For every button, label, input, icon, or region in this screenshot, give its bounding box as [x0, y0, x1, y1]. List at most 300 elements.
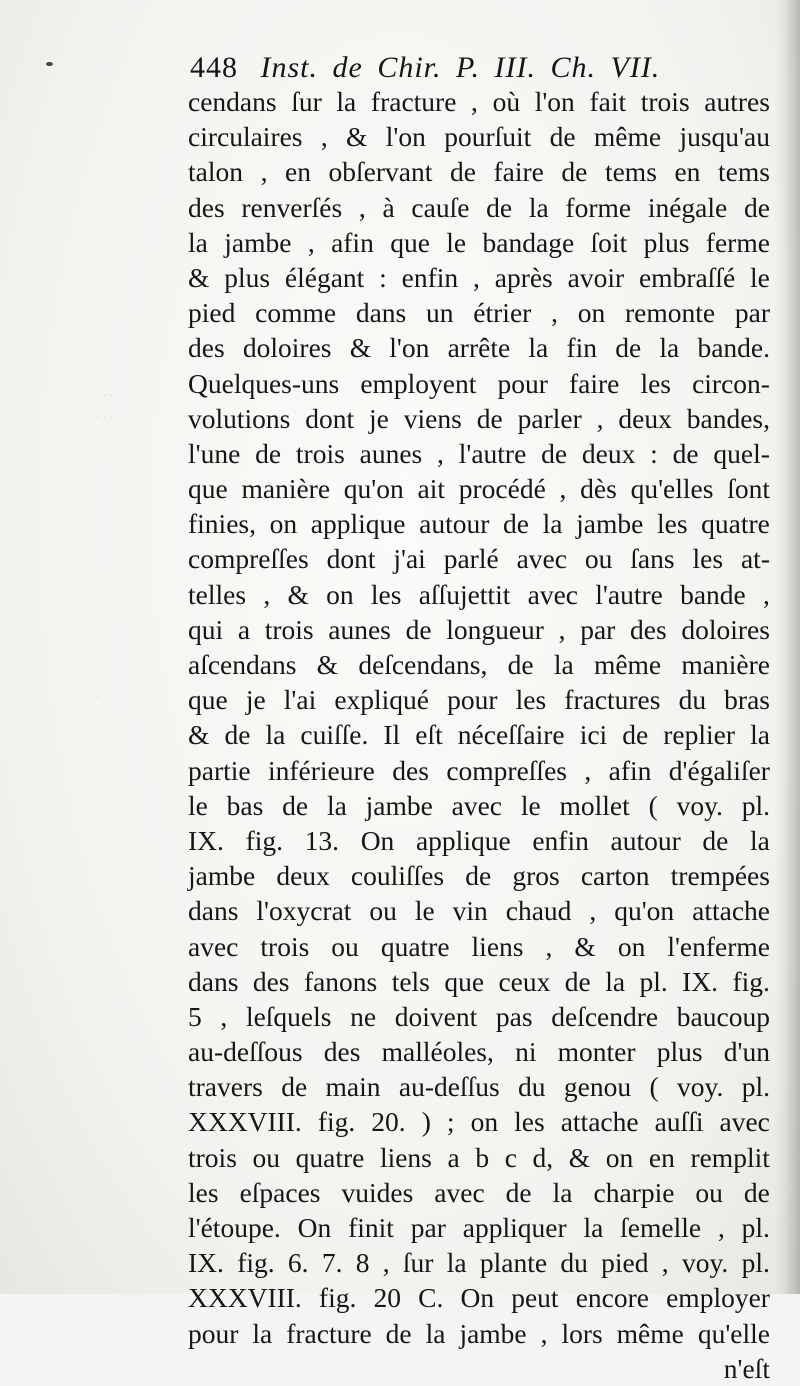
word: fracture	[286, 1317, 372, 1349]
word: des	[252, 965, 290, 997]
text-line	[188, 330, 770, 365]
word: baucoup	[676, 1000, 770, 1032]
word: du	[518, 1071, 546, 1103]
word: embraſſé	[638, 261, 736, 293]
word: au-deſſus	[398, 1071, 500, 1103]
word: la	[605, 965, 626, 997]
word: &	[316, 649, 339, 680]
word: de	[503, 508, 529, 540]
word: remonte	[624, 297, 716, 329]
word: en	[674, 156, 701, 188]
word: travers	[188, 1071, 263, 1103]
word: de	[743, 191, 770, 223]
word: quatre	[701, 508, 770, 540]
word: trois	[260, 930, 310, 962]
word: par	[410, 1212, 446, 1243]
word: pl.	[741, 1071, 770, 1103]
word: procédé	[458, 473, 546, 505]
word: la	[265, 719, 286, 751]
word: 20	[373, 1282, 401, 1314]
text-line	[188, 471, 770, 506]
word: la	[326, 789, 347, 821]
word: malléoles,	[381, 1036, 494, 1068]
word: tels	[391, 965, 430, 997]
word: charpie	[593, 1176, 675, 1208]
word: forme	[565, 191, 632, 223]
word: qu'on	[614, 895, 675, 927]
word: ſont	[727, 473, 770, 505]
word: bas	[226, 789, 264, 821]
word: même	[593, 649, 662, 680]
word: ici	[579, 719, 608, 751]
word: 13.	[304, 824, 340, 856]
word: aſſujettit	[418, 578, 511, 610]
word: en	[285, 156, 311, 188]
word: plante	[479, 1247, 548, 1279]
word: au-deſſous	[188, 1036, 303, 1068]
word: attache	[692, 895, 770, 927]
word: de	[255, 437, 282, 469]
bleed-through-text: · · ·	[96, 388, 114, 402]
running-title-word: Chir.	[377, 51, 442, 84]
word: de	[622, 719, 649, 751]
word: la	[552, 1176, 573, 1208]
word: pour	[497, 367, 548, 399]
word: fig.	[317, 1106, 356, 1138]
word: des	[323, 1036, 361, 1068]
word: dès	[580, 473, 617, 505]
word: 7.	[321, 1247, 343, 1279]
word: avoir	[567, 261, 625, 293]
word: bande	[680, 578, 746, 610]
word: trois	[295, 437, 345, 469]
word: l'on	[385, 121, 426, 153]
word: voy.	[677, 1071, 724, 1103]
word: de	[282, 789, 309, 821]
word: liens	[379, 1141, 432, 1173]
word: pour	[447, 684, 498, 716]
word: expliqué	[334, 684, 430, 716]
word: bande.	[697, 332, 770, 364]
word: auſſi	[654, 1106, 704, 1138]
word: compreſſes	[446, 754, 567, 786]
word: l'autre	[458, 437, 527, 469]
text-line	[188, 1034, 770, 1069]
word: faire	[493, 156, 544, 188]
word: de	[561, 156, 588, 188]
word: des	[392, 754, 429, 786]
word: finies,	[188, 508, 256, 540]
word: &	[346, 121, 368, 153]
word: &	[188, 719, 210, 751]
word: de	[541, 437, 568, 469]
word: même	[616, 1317, 684, 1349]
word: dans	[188, 895, 239, 927]
word: de	[505, 1176, 532, 1208]
word: ſur	[291, 86, 322, 117]
catchword: n'eſt	[723, 1352, 770, 1384]
word: pl.	[741, 789, 770, 821]
word: trois	[640, 86, 690, 117]
word: à	[382, 191, 395, 223]
word: pl.	[741, 1212, 770, 1243]
word: un	[426, 297, 454, 329]
text-line	[188, 436, 770, 471]
word: ,	[763, 578, 770, 610]
word: pied	[188, 297, 236, 329]
word: de	[564, 965, 591, 997]
word: par	[734, 297, 770, 329]
word: lors	[561, 1317, 603, 1349]
word: &	[287, 578, 309, 610]
word: On	[360, 824, 395, 856]
text-line	[188, 717, 770, 752]
word: replier	[663, 719, 736, 751]
word: deux	[618, 402, 672, 434]
word: ,	[551, 297, 558, 329]
word: at-	[740, 543, 770, 575]
word: les	[640, 367, 671, 399]
word: ne	[350, 1000, 377, 1032]
word: ceux	[498, 965, 551, 997]
word: l'une	[188, 437, 241, 469]
word: les	[514, 1106, 545, 1138]
word: pl.	[741, 1247, 770, 1279]
word: ,	[661, 1247, 669, 1279]
text-line	[188, 84, 770, 119]
word: IX.	[188, 1247, 224, 1279]
word: de	[486, 191, 513, 223]
text-line	[188, 999, 770, 1034]
word: fracture	[370, 86, 457, 117]
word: les	[656, 508, 688, 540]
word: plus	[656, 1036, 703, 1068]
word: qui	[188, 613, 224, 645]
word: autour	[419, 508, 490, 540]
word: voy.	[681, 1247, 729, 1279]
word: du	[560, 1247, 588, 1279]
word: genou	[563, 1071, 632, 1103]
word: deſcendre	[551, 1000, 659, 1032]
word: c	[504, 1141, 517, 1173]
word: main	[325, 1071, 381, 1103]
text-line	[188, 893, 770, 928]
word: mollet	[559, 789, 630, 821]
word: d'un	[723, 1036, 770, 1068]
word: fractures	[564, 684, 661, 716]
word: quatre	[380, 930, 450, 962]
word: jambe	[188, 860, 256, 892]
word: dans	[355, 297, 407, 329]
word: je	[369, 402, 389, 434]
text-line	[188, 612, 770, 647]
word: l'autre	[595, 578, 663, 610]
word: étrier	[473, 297, 532, 329]
page-edge-shadow	[774, 0, 800, 1294]
word: (	[649, 1071, 659, 1103]
word: quel-	[713, 437, 770, 469]
word: la	[336, 86, 357, 117]
text-line	[188, 190, 770, 225]
word: enfin	[401, 261, 459, 293]
word: que	[444, 965, 485, 997]
word: la	[252, 1317, 273, 1349]
word: la	[583, 1212, 604, 1243]
word: la	[446, 1247, 467, 1279]
word: élégant	[284, 261, 365, 293]
bleed-through-text: · · ·	[96, 410, 114, 424]
word: deux	[581, 437, 636, 469]
text-line	[188, 154, 770, 189]
word: 8	[355, 1247, 370, 1279]
word: &	[574, 930, 596, 962]
word: deux	[276, 860, 330, 892]
word: gros	[512, 860, 560, 892]
bleed-through-text: ·	[96, 690, 100, 704]
word: pourſuit	[444, 121, 532, 153]
word: aunes	[359, 437, 423, 469]
word: arrête	[447, 332, 511, 364]
word: 5	[188, 1000, 202, 1032]
word: qu'elle	[697, 1317, 770, 1349]
text-line	[188, 1175, 770, 1210]
word: ferme	[705, 226, 770, 258]
text-line	[188, 858, 770, 893]
word: carton	[580, 860, 650, 892]
word: de	[405, 613, 432, 645]
word: l'ai	[283, 684, 317, 716]
word: jambe	[576, 508, 644, 540]
word: que	[188, 684, 228, 716]
word: &	[568, 1141, 591, 1173]
word: couliſſes	[350, 860, 445, 892]
word: le	[414, 895, 435, 927]
word: 6.	[287, 1247, 309, 1279]
word: ,	[320, 121, 328, 153]
word: jambe	[365, 789, 433, 821]
word: avec	[516, 543, 567, 575]
word: je	[245, 684, 266, 716]
page-number: 448	[190, 51, 238, 84]
word: applique	[415, 824, 511, 856]
word: l'on	[389, 332, 430, 364]
word: le	[188, 789, 208, 821]
word: dont	[326, 543, 376, 575]
word: trois	[264, 613, 314, 645]
word: ,	[558, 613, 566, 645]
word: 20.	[371, 1106, 406, 1138]
word: fig.	[318, 1282, 357, 1314]
word: de	[743, 1176, 770, 1208]
word: ,	[382, 1247, 390, 1279]
word: le	[446, 226, 467, 258]
text-line	[188, 366, 770, 401]
word: &	[349, 332, 372, 364]
word: aſcendans	[188, 649, 297, 680]
word: que	[188, 473, 228, 505]
word: ,	[471, 86, 478, 117]
word: ſemelle	[620, 1212, 702, 1243]
word: ,	[358, 191, 366, 223]
word: d,	[532, 1141, 554, 1173]
word: )	[421, 1106, 431, 1138]
word: volutions	[188, 402, 291, 434]
word: des	[188, 332, 225, 364]
text-line	[188, 577, 770, 612]
word: les	[188, 1176, 219, 1208]
word: la	[528, 332, 549, 364]
word: que	[390, 226, 430, 258]
word: talon	[188, 156, 243, 188]
word: a	[237, 613, 251, 645]
text-line	[188, 260, 770, 295]
word: de	[224, 719, 251, 751]
word: où	[492, 86, 521, 117]
text-line	[188, 401, 770, 436]
running-title-word: III.	[494, 51, 536, 84]
word: ,	[717, 1212, 725, 1243]
word: parlé	[443, 543, 499, 575]
word: dans	[188, 965, 239, 997]
text-line	[188, 1104, 770, 1139]
word: fig.	[237, 1247, 275, 1279]
word: inégale	[647, 191, 728, 223]
word: ſoit	[590, 226, 628, 258]
word: ,	[437, 437, 444, 469]
text-line	[188, 1316, 770, 1351]
word: l'oxycrat	[256, 895, 352, 927]
word: fig.	[245, 824, 283, 856]
word: de	[702, 824, 729, 856]
word: telles	[188, 578, 247, 610]
word: viens	[403, 402, 462, 434]
word: la	[553, 649, 574, 680]
word: voy.	[676, 789, 723, 821]
word: de	[672, 437, 699, 469]
word: ,	[473, 261, 480, 293]
word: l'étoupe.	[188, 1212, 281, 1243]
word: avec	[188, 930, 239, 962]
word: des	[188, 191, 225, 223]
word: b	[475, 1141, 490, 1173]
word: pas	[495, 1000, 533, 1032]
word: XXXVIII.	[188, 1282, 302, 1314]
word: l'on	[534, 86, 575, 117]
word: IX.	[188, 824, 224, 856]
word: la	[750, 719, 770, 751]
word: :	[650, 437, 658, 469]
word: appliquer	[462, 1212, 567, 1243]
word: cauſe	[411, 191, 470, 223]
word: de	[549, 121, 576, 153]
word: comme	[255, 297, 337, 329]
word: ni	[515, 1036, 537, 1068]
word: doivent	[394, 1000, 478, 1032]
word: parler	[517, 402, 582, 434]
word: ou	[369, 895, 397, 927]
text-line	[188, 753, 770, 788]
word: de	[476, 402, 503, 434]
word: partie	[188, 754, 251, 786]
word: le	[520, 789, 541, 821]
running-title-word: Inst.	[260, 51, 318, 84]
text-line	[188, 295, 770, 330]
text-line	[188, 1069, 770, 1104]
word: autour	[610, 824, 681, 856]
word: le	[750, 261, 770, 293]
word: la	[750, 824, 770, 856]
word: leſquels	[245, 1000, 332, 1032]
word: longueur	[446, 613, 544, 645]
word: ,	[559, 473, 567, 505]
word: avec	[719, 1106, 770, 1138]
word: après	[494, 261, 553, 293]
text-line	[188, 1280, 770, 1315]
word: qu'on	[343, 473, 404, 505]
word: inférieure	[268, 754, 375, 786]
word: employent	[360, 367, 477, 399]
word: XXXVIII.	[188, 1106, 302, 1138]
word: jusqu'au	[679, 121, 770, 153]
word: vuides	[341, 1176, 414, 1208]
word: quatre	[295, 1141, 365, 1173]
word: ait	[417, 473, 445, 505]
word: avec	[434, 1176, 485, 1208]
word: de	[615, 332, 642, 364]
word: on	[269, 508, 298, 540]
word: la	[659, 332, 680, 364]
running-title-word: de	[332, 51, 363, 84]
word: la	[425, 1317, 446, 1349]
word: on	[605, 1141, 634, 1173]
body-text	[188, 84, 770, 1386]
word: bandes,	[686, 402, 770, 434]
word: autres	[704, 86, 770, 117]
word: on	[470, 1106, 499, 1138]
word: &	[188, 261, 210, 293]
word: attache	[560, 1106, 639, 1138]
word: afin	[331, 226, 374, 258]
word: l'enferme	[667, 930, 770, 962]
word: remplit	[690, 1141, 770, 1173]
word: de	[507, 649, 534, 680]
word: les	[692, 543, 724, 575]
word: ,	[545, 930, 553, 962]
word: jambe	[459, 1317, 527, 1349]
ink-speck	[46, 62, 53, 66]
word: la	[188, 226, 208, 258]
word: de	[449, 156, 476, 188]
word: avec	[451, 789, 502, 821]
word: Quelques-uns	[188, 367, 340, 399]
word: ,	[260, 156, 268, 188]
word: on	[617, 930, 646, 962]
text-line	[188, 225, 770, 260]
word: des	[629, 613, 667, 645]
word: fanons	[303, 965, 378, 997]
word: de	[385, 1317, 412, 1349]
word: manière	[241, 473, 331, 505]
text-line	[188, 788, 770, 823]
word: (	[648, 789, 658, 821]
word: aunes	[328, 613, 391, 645]
word: chaud	[505, 895, 572, 927]
word: la	[528, 191, 549, 223]
word: ,	[540, 1317, 548, 1349]
word: trempées	[670, 860, 770, 892]
word: pied	[601, 1247, 649, 1279]
word: ;	[446, 1106, 455, 1138]
